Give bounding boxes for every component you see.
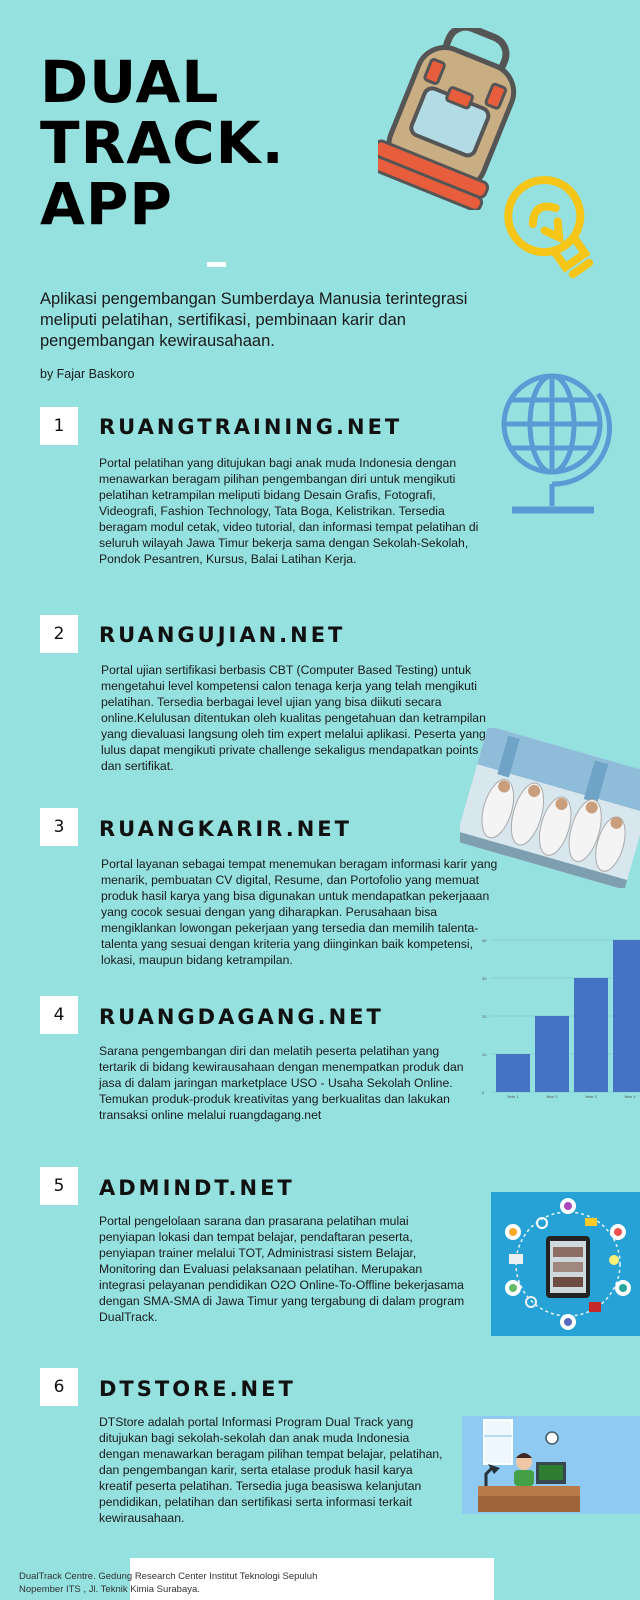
- chart-y-tick-label: 10: [482, 1052, 487, 1057]
- section-heading-ruangdagang: RUANGDAGANG.NET: [99, 1005, 384, 1029]
- title-line-1: DUAL: [40, 48, 220, 116]
- office-illustration: [462, 1416, 640, 1514]
- section-heading-ruangtraining: RUANGTRAINING.NET: [99, 415, 403, 439]
- byline: by Fajar Baskoro: [40, 367, 135, 381]
- intro-text: Aplikasi pengembangan Sumberdaya Manusia terintegrasi meliputi pelatihan, sertifikasi, pembinaan karir dan pengembangan kewirausahaan.: [40, 290, 468, 350]
- section-body-admindt: Portal pengelolaan sarana dan prasarana pelatihan mulai penyiapan lokasi dan tempat belajar, pendaftaran peserta, penyiapan trainer melalui TOT, Administrasi sistem Belajar, Monitoring dan Evaluasi pelaksanaan pelatihan. Merupakan integrasi pelayanan pendidikan O2O Online-To-Offline bekerjasama dengan SMA-SMA di Jawa Timur yang tergabung di dalam program DualTrack.: [99, 1214, 465, 1324]
- app-title: [40, 48, 285, 238]
- section-body-ruangujian: Portal ujian sertifikasi berbasis CBT (Computer Based Testing) untuk mengetahui level kompetensi calon tenaga kerja yang telah mengikuti pelatihan. Tersedia berbagai level ujian yang bisa diikuti secara online.Kelulusan ditentukan oleh kualitas pengetahuan dan ketrampilan yang dievaluasi langsung oleh tim expert melalui aplikasi. Peserta yang lulus dapat mengikuti private challenge sekaligus mendapatkan points dan sertifikat.: [101, 663, 486, 773]
- section-heading-ruangkarir: RUANGKARIR.NET: [99, 817, 352, 841]
- chart-x-tick-label: Item 3: [585, 1094, 597, 1099]
- section-number-3: 3: [40, 808, 78, 846]
- chart-bar: [574, 978, 608, 1092]
- chart-y-tick-label: 40: [482, 938, 487, 943]
- section-number-1: 1: [40, 407, 78, 445]
- chart-y-tick-label: 30: [482, 976, 487, 981]
- chart-y-tick-label: 20: [482, 1014, 487, 1019]
- chart-x-tick-label: Item 2: [546, 1094, 558, 1099]
- section-heading-admindt: ADMINDT.NET: [99, 1176, 295, 1200]
- chart-x-tick-label: Item 1: [507, 1094, 519, 1099]
- section-number-5: 5: [40, 1167, 78, 1205]
- chart-bar: [496, 1054, 530, 1092]
- section-body-ruangkarir: Portal layanan sebagai tempat menemukan beragam informasi karir yang menarik, pembuatan CV digital, Resume, dan Portofolio yang memuat produk hasil karya yang bisa digunakan untuk mendapatkan pekerjaaan yang cocok sesuai dengan yang diharapkan. Perusahaan bisa mengiklankan lowongan pekerjaan yang tersedia dan memilih talenta-talenta yang sesuai dengan kriteria yang diinginkan baik kompetensi, lokasi, maupun bidang ketrampilan.: [101, 857, 498, 967]
- section-number-4: 4: [40, 996, 78, 1034]
- lightbulb-icon: [494, 165, 614, 295]
- chart-y-tick-label: 0: [482, 1090, 485, 1095]
- title-line-2: TRACK.: [40, 109, 285, 177]
- title-line-3: APP: [40, 170, 173, 238]
- globe-icon: [498, 364, 614, 524]
- section-number-6: 6: [40, 1368, 78, 1406]
- section-number-2: 2: [40, 615, 78, 653]
- footer-address: DualTrack Centre. Gedung Research Center Institut Teknologi Sepuluh Nopember ITS , Jl. Teknik Kimia Surabaya.: [19, 1571, 318, 1595]
- network-illustration: [491, 1192, 640, 1336]
- section-body-ruangtraining: Portal pelatihan yang ditujukan bagi anak muda Indonesia dengan menawarkan beragam pilihan pengembangan diri untuk mengikuti pelatihan ketrampilan meliputi bidang Desain Grafis, Fotografi, Videografi, Fashion Technology, Tata Boga, Kelistrikan. Tersedia beragam modul cetak, video tutorial, dan informasi tempat pelatihan di seluruh wilayah Jawa Timur bekerja sama dengan Sekolah-Sekolah, Pondok Pesantren, Kursus, Balai Latihan Kerja.: [99, 456, 479, 566]
- section-heading-dtstore: DTSTORE.NET: [99, 1377, 296, 1401]
- section-body-dtstore: DTStore adalah portal Informasi Program Dual Track yang ditujukan bagi sekolah-sekolah dan anak muda Indonesia dengan menawarkan beragam pilihan tempat belajar, pelatihan, dan pengembangan karir, serta etalase produk hasil karya kreatif peserta pelatihan. Tersedia juga beasiswa kelanjutan pendidikan, pelatihan dan sertifikasi serta informasi terkait kewirausahaan.: [99, 1415, 443, 1525]
- chart-bar: [535, 1016, 569, 1092]
- bar-chart: [482, 932, 640, 1102]
- section-body-ruangdagang: Sarana pengembangan diri dan melatih peserta pelatihan yang tertarik di bidang kewirausahaan dengan menempatkan produk dan jasa di dalam jaringan marketplace USO - Usaha Sekolah Online. Temukan produk-produk kreativitas yang berkualitas dan lakukan transaksi online melalui ruangdagang.net: [99, 1044, 464, 1122]
- divider-dash: [207, 262, 226, 267]
- chart-bar: [613, 940, 640, 1092]
- section-heading-ruangujian: RUANGUJIAN.NET: [99, 623, 346, 647]
- chart-x-tick-label: Item 4: [624, 1094, 636, 1099]
